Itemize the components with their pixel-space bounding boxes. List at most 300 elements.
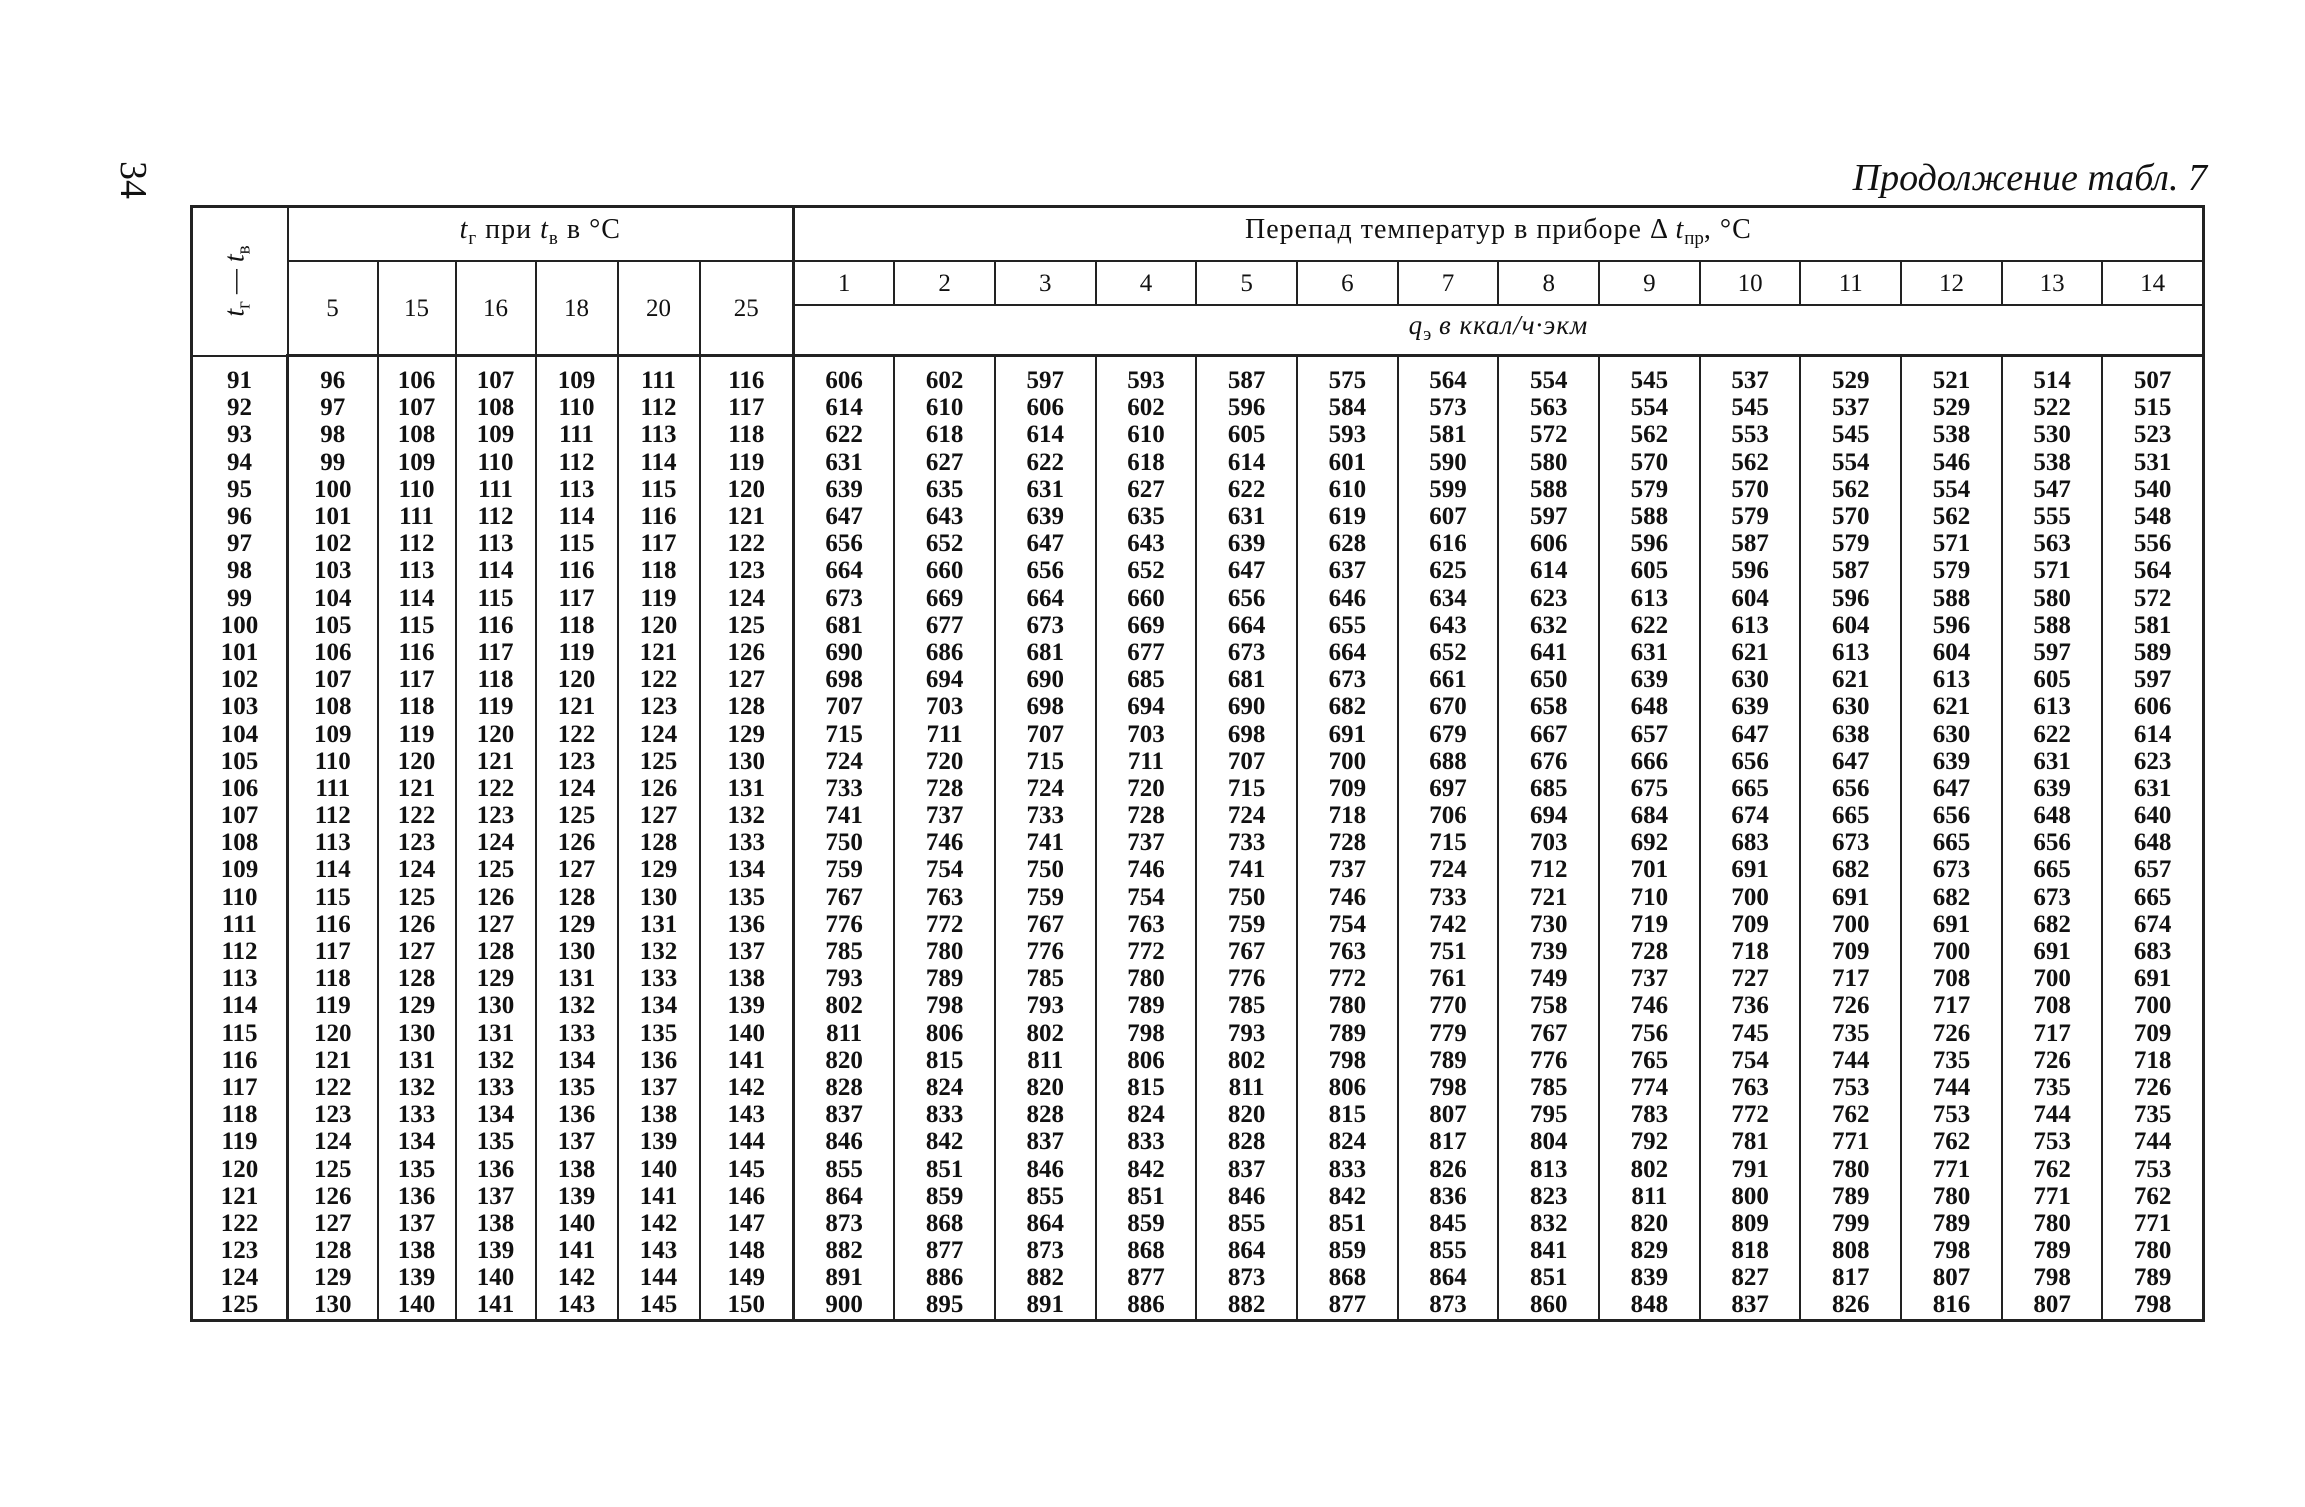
table-cell: 873 <box>1398 1291 1499 1320</box>
table-cell: 698 <box>794 666 895 693</box>
table-cell: 572 <box>2102 585 2203 612</box>
table-cell: 622 <box>794 421 895 448</box>
table-cell: 820 <box>794 1047 895 1074</box>
table-cell: 117 <box>700 394 794 421</box>
table-cell: 631 <box>1196 503 1297 530</box>
table-cell: 635 <box>1096 503 1197 530</box>
table-cell: 104 <box>288 585 378 612</box>
table-cell: 571 <box>1901 530 2002 557</box>
row-key-cell: 100 <box>192 612 288 639</box>
table-cell: 514 <box>2002 356 2103 395</box>
table-cell: 724 <box>794 748 895 775</box>
table-cell: 855 <box>1196 1210 1297 1237</box>
table-cell: 802 <box>995 1020 1096 1047</box>
table-cell: 806 <box>1297 1074 1398 1101</box>
table-cell: 679 <box>1398 720 1499 747</box>
table-cell: 735 <box>1800 1020 1901 1047</box>
table-cell: 639 <box>794 476 895 503</box>
table-cell: 697 <box>1398 775 1499 802</box>
table-cell: 128 <box>288 1237 378 1264</box>
table-cell: 776 <box>1196 965 1297 992</box>
table-cell: 677 <box>894 612 995 639</box>
table-cell: 690 <box>1196 693 1297 720</box>
table-cell: 621 <box>1700 639 1801 666</box>
table-cell: 658 <box>1498 693 1599 720</box>
table-cell: 900 <box>794 1291 895 1320</box>
table-cell: 724 <box>1196 802 1297 829</box>
table-cell: 635 <box>894 476 995 503</box>
table-cell: 146 <box>700 1183 794 1210</box>
table-cell: 735 <box>2002 1074 2103 1101</box>
table-cell: 798 <box>1398 1074 1499 1101</box>
table-cell: 754 <box>1297 911 1398 938</box>
table-cell: 115 <box>456 585 536 612</box>
table-cell: 744 <box>1901 1074 2002 1101</box>
table-cell: 811 <box>794 1020 895 1047</box>
table-cell: 726 <box>2002 1047 2103 1074</box>
table-cell: 522 <box>2002 394 2103 421</box>
table-cell: 639 <box>1700 693 1801 720</box>
table-cell: 138 <box>456 1210 536 1237</box>
table-row <box>192 748 2204 775</box>
table-cell: 873 <box>995 1237 1096 1264</box>
table-cell: 673 <box>995 612 1096 639</box>
table-cell: 781 <box>1700 1128 1801 1155</box>
table-cell: 621 <box>1800 666 1901 693</box>
table-cell: 135 <box>618 1020 700 1047</box>
table-cell: 744 <box>2102 1128 2203 1155</box>
table-cell: 837 <box>794 1101 895 1128</box>
table-cell: 122 <box>618 666 700 693</box>
table-cell: 112 <box>378 530 456 557</box>
table-cell: 795 <box>1498 1101 1599 1128</box>
table-cell: 119 <box>288 992 378 1019</box>
table-cell: 706 <box>1398 802 1499 829</box>
table-cell: 806 <box>1096 1047 1197 1074</box>
table-cell: 727 <box>1700 965 1801 992</box>
table-cell: 711 <box>894 720 995 747</box>
table-cell: 131 <box>378 1047 456 1074</box>
table-cell: 118 <box>288 965 378 992</box>
table-cell: 685 <box>1498 775 1599 802</box>
table-cell: 802 <box>1196 1047 1297 1074</box>
table-cell: 110 <box>456 449 536 476</box>
table-cell: 811 <box>995 1047 1096 1074</box>
table-cell: 140 <box>536 1210 618 1237</box>
table-cell: 140 <box>618 1155 700 1182</box>
table-cell: 837 <box>995 1128 1096 1155</box>
table-cell: 789 <box>1096 992 1197 1019</box>
table-cell: 131 <box>700 775 794 802</box>
table-cell: 855 <box>995 1183 1096 1210</box>
table-cell: 759 <box>995 884 1096 911</box>
table-cell: 118 <box>378 693 456 720</box>
table-cell: 733 <box>1196 829 1297 856</box>
table-cell: 564 <box>1398 356 1499 395</box>
table-cell: 121 <box>378 775 456 802</box>
table-cell: 771 <box>1800 1128 1901 1155</box>
table-cell: 656 <box>1800 775 1901 802</box>
table-cell: 756 <box>1599 1020 1700 1047</box>
table-cell: 116 <box>618 503 700 530</box>
table-cell: 604 <box>1700 585 1801 612</box>
table-cell: 120 <box>378 748 456 775</box>
table-cell: 127 <box>378 938 456 965</box>
table-cell: 798 <box>1901 1237 2002 1264</box>
table-cell: 563 <box>2002 530 2103 557</box>
table-cell: 134 <box>536 1047 618 1074</box>
table-cell: 767 <box>794 884 895 911</box>
table-cell: 125 <box>456 856 536 883</box>
table-cell: 868 <box>1096 1237 1197 1264</box>
table-cell: 105 <box>288 612 378 639</box>
table-cell: 129 <box>456 965 536 992</box>
table-cell: 606 <box>794 356 895 395</box>
table-cell: 707 <box>995 720 1096 747</box>
table-cell: 122 <box>700 530 794 557</box>
table-cell: 842 <box>894 1128 995 1155</box>
table-cell: 873 <box>1196 1264 1297 1291</box>
table-cell: 698 <box>995 693 1096 720</box>
table-cell: 631 <box>2102 775 2203 802</box>
table-cell: 128 <box>618 829 700 856</box>
table-cell: 742 <box>1398 911 1499 938</box>
table-cell: 673 <box>2002 884 2103 911</box>
table-cell: 141 <box>456 1291 536 1320</box>
table-cell: 137 <box>456 1183 536 1210</box>
table-cell: 664 <box>794 557 895 584</box>
table-cell: 647 <box>794 503 895 530</box>
delta-column-header: 13 <box>2002 261 2103 305</box>
table-row <box>192 720 2204 747</box>
table-cell: 791 <box>1700 1155 1801 1182</box>
table-cell: 545 <box>1599 356 1700 395</box>
table-cell: 873 <box>794 1210 895 1237</box>
table-cell: 715 <box>794 720 895 747</box>
table-cell: 789 <box>2002 1237 2103 1264</box>
table-cell: 882 <box>1196 1291 1297 1320</box>
table-cell: 709 <box>1800 938 1901 965</box>
table-cell: 632 <box>1498 612 1599 639</box>
table-cell: 139 <box>456 1237 536 1264</box>
table-cell: 737 <box>1096 829 1197 856</box>
table-cell: 789 <box>1901 1210 2002 1237</box>
table-cell: 98 <box>288 421 378 448</box>
table-cell: 798 <box>894 992 995 1019</box>
table-cell: 618 <box>1096 449 1197 476</box>
table-cell: 709 <box>1700 911 1801 938</box>
row-key-cell: 124 <box>192 1264 288 1291</box>
table-cell: 140 <box>700 1020 794 1047</box>
table-cell: 656 <box>1901 802 2002 829</box>
table-cell: 129 <box>700 720 794 747</box>
table-cell: 606 <box>1498 530 1599 557</box>
table-cell: 606 <box>995 394 1096 421</box>
table-cell: 828 <box>995 1101 1096 1128</box>
table-cell: 709 <box>2102 1020 2203 1047</box>
table-cell: 588 <box>1599 503 1700 530</box>
table-cell: 116 <box>288 911 378 938</box>
table-cell: 530 <box>2002 421 2103 448</box>
table-cell: 839 <box>1599 1264 1700 1291</box>
table-cell: 700 <box>1700 884 1801 911</box>
table-cell: 726 <box>1901 1020 2002 1047</box>
table-row <box>192 802 2204 829</box>
table-cell: 129 <box>288 1264 378 1291</box>
table-row <box>192 775 2204 802</box>
table-cell: 581 <box>2102 612 2203 639</box>
table-cell: 137 <box>536 1128 618 1155</box>
table-cell: 117 <box>618 530 700 557</box>
table-cell: 137 <box>700 938 794 965</box>
row-key-cell: 93 <box>192 421 288 448</box>
table-cell: 802 <box>1599 1155 1700 1182</box>
table-cell: 669 <box>1096 612 1197 639</box>
row-key-cell: 125 <box>192 1291 288 1320</box>
table-cell: 719 <box>1599 911 1700 938</box>
page-number: 34 <box>112 161 154 199</box>
table-cell: 691 <box>1901 911 2002 938</box>
table-cell: 112 <box>536 449 618 476</box>
table-cell: 673 <box>794 585 895 612</box>
table-cell: 882 <box>995 1264 1096 1291</box>
table-row <box>192 1155 2204 1182</box>
table-cell: 618 <box>894 421 995 448</box>
table-cell: 562 <box>1800 476 1901 503</box>
table-cell: 128 <box>378 965 456 992</box>
table-cell: 859 <box>894 1183 995 1210</box>
table-cell: 119 <box>536 639 618 666</box>
table-cell: 135 <box>456 1128 536 1155</box>
table-cell: 605 <box>1196 421 1297 448</box>
table-cell: 859 <box>1297 1237 1398 1264</box>
table-cell: 789 <box>1297 1020 1398 1047</box>
table-cell: 744 <box>1800 1047 1901 1074</box>
table-cell: 587 <box>1800 557 1901 584</box>
row-key-cell: 105 <box>192 748 288 775</box>
table-cell: 602 <box>894 356 995 395</box>
table-cell: 709 <box>1297 775 1398 802</box>
table-cell: 114 <box>536 503 618 530</box>
table-cell: 127 <box>618 802 700 829</box>
table-cell: 833 <box>1096 1128 1197 1155</box>
table-cell: 811 <box>1599 1183 1700 1210</box>
table-cell: 848 <box>1599 1291 1700 1320</box>
table-cell: 683 <box>1700 829 1801 856</box>
table-cell: 110 <box>378 476 456 503</box>
row-key-cell: 123 <box>192 1237 288 1264</box>
table-cell: 124 <box>700 585 794 612</box>
table-cell: 132 <box>618 938 700 965</box>
table-cell: 652 <box>894 530 995 557</box>
table-cell: 115 <box>618 476 700 503</box>
delta-column-header: 6 <box>1297 261 1398 305</box>
table-cell: 109 <box>378 449 456 476</box>
table-cell: 115 <box>288 884 378 911</box>
table-cell: 116 <box>378 639 456 666</box>
table-row <box>192 503 2204 530</box>
delta-column-header: 5 <box>1196 261 1297 305</box>
table-cell: 122 <box>288 1074 378 1101</box>
table-cell: 596 <box>1599 530 1700 557</box>
table-cell: 767 <box>1196 938 1297 965</box>
table-cell: 121 <box>536 693 618 720</box>
table-row <box>192 356 2204 395</box>
table-cell: 129 <box>378 992 456 1019</box>
table-cell: 789 <box>1398 1047 1499 1074</box>
table-cell: 123 <box>456 802 536 829</box>
table-cell: 596 <box>1800 585 1901 612</box>
table-cell: 584 <box>1297 394 1398 421</box>
table-cell: 646 <box>1297 585 1398 612</box>
table-cell: 570 <box>1800 503 1901 530</box>
table-cell: 111 <box>456 476 536 503</box>
table-cell: 590 <box>1398 449 1499 476</box>
table-cell: 538 <box>1901 421 2002 448</box>
table-cell: 630 <box>1700 666 1801 693</box>
row-key-cell: 113 <box>192 965 288 992</box>
table-cell: 833 <box>1297 1155 1398 1182</box>
table-cell: 868 <box>1297 1264 1398 1291</box>
table-cell: 111 <box>618 356 700 395</box>
table-cell: 820 <box>995 1074 1096 1101</box>
table-cell: 97 <box>288 394 378 421</box>
table-cell: 780 <box>1096 965 1197 992</box>
table-row <box>192 1237 2204 1264</box>
table-cell: 130 <box>536 938 618 965</box>
table-cell: 107 <box>378 394 456 421</box>
table-cell: 622 <box>1599 612 1700 639</box>
table-row <box>192 965 2204 992</box>
table-cell: 118 <box>536 612 618 639</box>
table-cell: 807 <box>1398 1101 1499 1128</box>
table-cell: 664 <box>1297 639 1398 666</box>
table-cell: 593 <box>1096 356 1197 395</box>
table-cell: 891 <box>794 1264 895 1291</box>
group-header-tg: $t_г$ при $t_в$ в °С <box>288 207 794 262</box>
table-cell: 771 <box>2102 1210 2203 1237</box>
table-cell: 691 <box>1800 884 1901 911</box>
table-cell: 827 <box>1700 1264 1801 1291</box>
table-cell: 120 <box>618 612 700 639</box>
table-cell: 648 <box>2002 802 2103 829</box>
table-cell: 133 <box>536 1020 618 1047</box>
table-cell: 763 <box>1700 1074 1801 1101</box>
table-cell: 570 <box>1700 476 1801 503</box>
table-cell: 751 <box>1398 938 1499 965</box>
table-row <box>192 693 2204 720</box>
table-cell: 828 <box>1196 1128 1297 1155</box>
table-cell: 130 <box>378 1020 456 1047</box>
table-cell: 656 <box>1700 748 1801 775</box>
table-cell: 124 <box>456 829 536 856</box>
table-cell: 554 <box>1599 394 1700 421</box>
table-cell: 780 <box>2102 1237 2203 1264</box>
table-row <box>192 639 2204 666</box>
table-cell: 661 <box>1398 666 1499 693</box>
table-cell: 118 <box>700 421 794 448</box>
table-cell: 597 <box>2102 666 2203 693</box>
row-key-cell: 117 <box>192 1074 288 1101</box>
table-cell: 540 <box>2102 476 2203 503</box>
table-cell: 545 <box>1700 394 1801 421</box>
qe-unit-header: $q_э$ в ккал/ч·экм <box>794 305 2204 356</box>
table-cell: 753 <box>1800 1074 1901 1101</box>
table-cell: 643 <box>1398 612 1499 639</box>
table-cell: 147 <box>700 1210 794 1237</box>
table-cell: 126 <box>700 639 794 666</box>
table-cell: 762 <box>1901 1128 2002 1155</box>
table-row <box>192 1128 2204 1155</box>
table-cell: 622 <box>1196 476 1297 503</box>
table-cell: 647 <box>1800 748 1901 775</box>
table-cell: 682 <box>1297 693 1398 720</box>
table-cell: 109 <box>456 421 536 448</box>
table-cell: 117 <box>378 666 456 693</box>
table-cell: 139 <box>536 1183 618 1210</box>
table-cell: 521 <box>1901 356 2002 395</box>
table-cell: 720 <box>1096 775 1197 802</box>
table-cell: 115 <box>378 612 456 639</box>
table-cell: 132 <box>536 992 618 1019</box>
table-cell: 733 <box>794 775 895 802</box>
row-key-cell: 110 <box>192 884 288 911</box>
table-cell: 804 <box>1498 1128 1599 1155</box>
table-cell: 623 <box>1498 585 1599 612</box>
table-cell: 851 <box>1096 1183 1197 1210</box>
row-key-cell: 102 <box>192 666 288 693</box>
table-cell: 132 <box>456 1047 536 1074</box>
table-cell: 125 <box>618 748 700 775</box>
table-cell: 793 <box>794 965 895 992</box>
table-cell: 808 <box>1800 1237 1901 1264</box>
table-cell: 767 <box>995 911 1096 938</box>
table-row <box>192 856 2204 883</box>
table-row <box>192 449 2204 476</box>
table-cell: 619 <box>1297 503 1398 530</box>
row-key-cell: 99 <box>192 585 288 612</box>
table-row <box>192 1183 2204 1210</box>
table-cell: 117 <box>456 639 536 666</box>
table-cell: 621 <box>1901 693 2002 720</box>
table-cell: 728 <box>1297 829 1398 856</box>
row-key-cell: 94 <box>192 449 288 476</box>
table-cell: 587 <box>1196 356 1297 395</box>
table-cell: 660 <box>894 557 995 584</box>
table-cell: 610 <box>1297 476 1398 503</box>
table-cell: 685 <box>1096 666 1197 693</box>
table-cell: 130 <box>456 992 536 1019</box>
table-cell: 604 <box>1800 612 1901 639</box>
table-cell: 546 <box>1901 449 2002 476</box>
table-cell: 125 <box>378 884 456 911</box>
table-cell: 783 <box>1599 1101 1700 1128</box>
table-cell: 763 <box>894 884 995 911</box>
table-cell: 666 <box>1599 748 1700 775</box>
table-cell: 136 <box>378 1183 456 1210</box>
delta-column-header: 8 <box>1498 261 1599 305</box>
table-cell: 780 <box>1297 992 1398 1019</box>
table-cell: 515 <box>2102 394 2203 421</box>
table-cell: 759 <box>1196 911 1297 938</box>
table-cell: 588 <box>2002 612 2103 639</box>
table-cell: 607 <box>1398 503 1499 530</box>
table-cell: 614 <box>794 394 895 421</box>
table-cell: 575 <box>1297 356 1398 395</box>
table-cell: 109 <box>288 720 378 747</box>
table-cell: 106 <box>288 639 378 666</box>
table-cell: 826 <box>1800 1291 1901 1320</box>
